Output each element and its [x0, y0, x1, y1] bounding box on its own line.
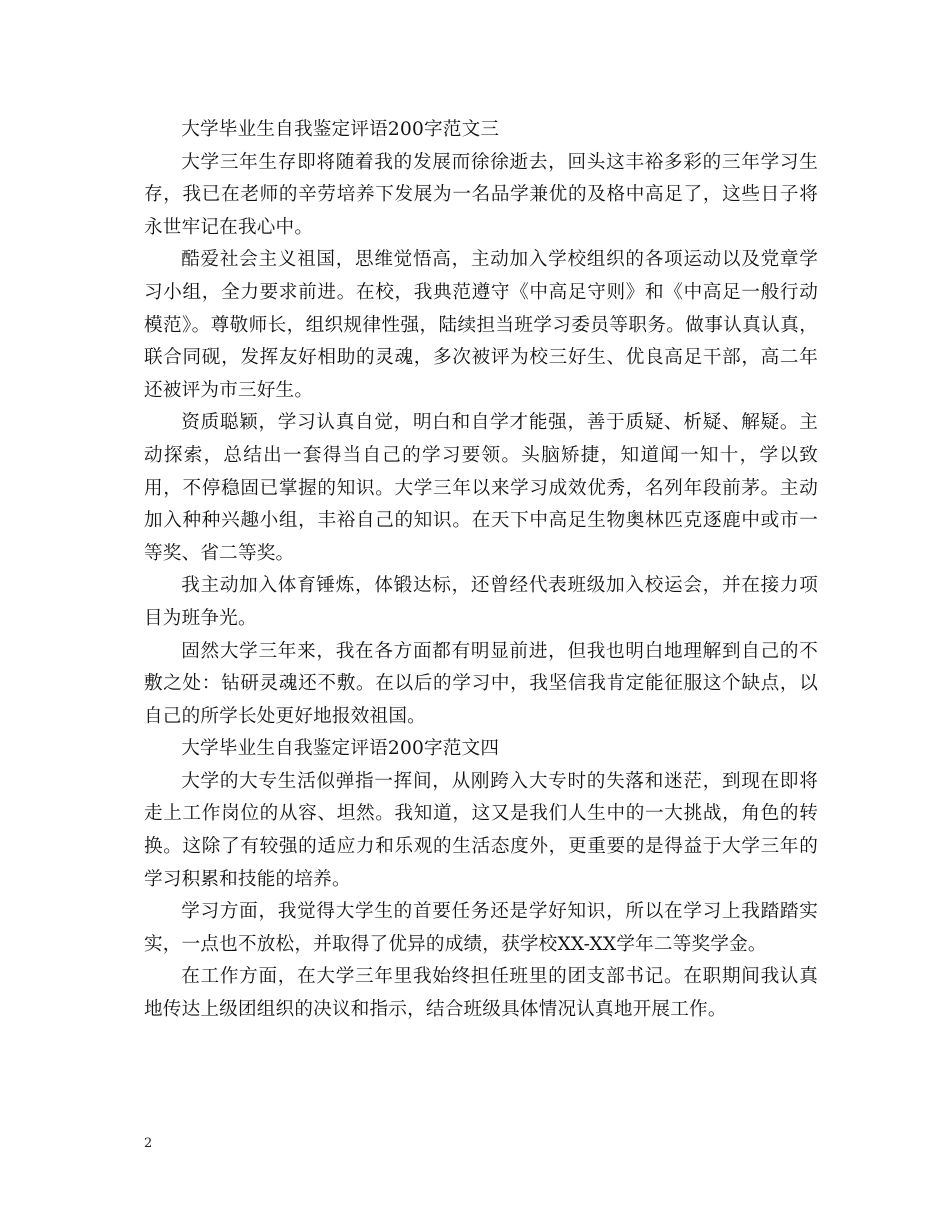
body-paragraph: 在工作方面，在大学三年里我始终担任班里的团支部书记。在职期间我认真地传达上级团组织的决议和指示，结合班级具体情况认真地开展工作。 [144, 966, 818, 1021]
body-paragraph: 酷爱社会主义祖国，思维觉悟高，主动加入学校组织的各项运动以及党章学习小组，全力要求前进。在校，我典范遵守《中高足守则》和《中高足一般行动模范》。尊敬师长，组织规律性强，陆续担当班学习委员等职务。做事认真认真，联合同砚，发挥友好相助的灵魂，多次被评为校三好生、优良高足干部，高二年还被评为市三好生。 [144, 249, 818, 401]
page-number: 2 [144, 1136, 153, 1151]
section-heading: 大学毕业生自我鉴定评语200字范文三 [181, 119, 500, 140]
document-body [144, 114, 818, 1027]
body-paragraph: 学习方面，我觉得大学生的首要任务还是学好知识，所以在学习上我踏踏实实，一点也不放松，并取得了优异的成绩，获学校XX-XX学年二等奖学金。 [144, 901, 818, 955]
body-paragraph: 大学的大专生活似弹指一挥间，从刚跨入大专时的失落和迷茫，到现在即将走上工作岗位的从容、坦然。我知道，这又是我们人生中的一大挑战，角色的转换。这除了有较强的适应力和乐观的生活态度外，更重要的是得益于大学三年的学习积累和技能的培养。 [144, 770, 818, 890]
body-paragraph: 资质聪颖，学习认真自觉，明白和自学才能强，善于质疑、析疑、解疑。主动探索，总结出一套得当自己的学习要领。头脑矫捷，知道闻一知十，学以致用，不停稳固已掌握的知识。大学三年以来学习成效优秀，名列年段前茅。主动加入种种兴趣小组，丰裕自己的知识。在天下中高足生物奥林匹克逐鹿中或市一等奖、省二等奖。 [144, 412, 818, 564]
body-paragraph: 固然大学三年来，我在各方面都有明显前进，但我也明白地理解到自己的不敷之处：钻研灵魂还不敷。在以后的学习中，我坚信我肯定能征服这个缺点，以自己的所学长处更好地报效祖国。 [144, 640, 818, 727]
section-heading: 大学毕业生自我鉴定评语200字范文四 [181, 738, 500, 760]
body-paragraph: 大学三年生存即将随着我的发展而徐徐逝去，回头这丰裕多彩的三年学习生存，我已在老师的辛劳培养下发展为一名品学兼优的及格中高足了，这些日子将永世牢记在我心中。 [144, 151, 818, 238]
body-paragraph: 我主动加入体育锤炼，体锻达标，还曾经代表班级加入校运会，并在接力项目为班争光。 [144, 575, 818, 629]
